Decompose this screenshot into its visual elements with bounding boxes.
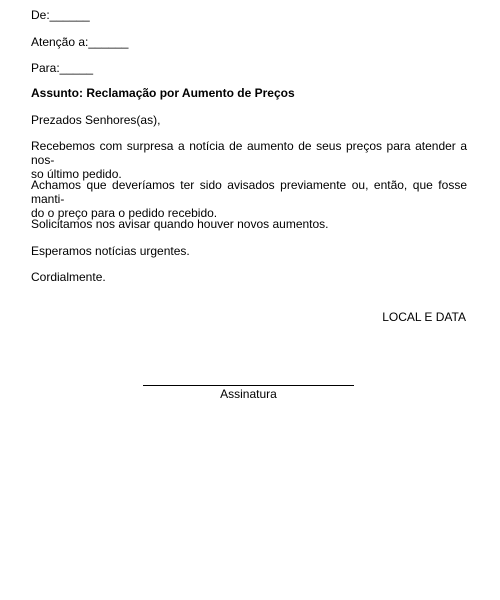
paragraph-line: do o preço para o pedido recebido. [31, 206, 218, 220]
paragraph-line: so último pedido. [31, 167, 122, 181]
from-field: De:______ [31, 8, 90, 22]
salutation: Prezados Senhores(as), [31, 113, 161, 127]
signature-label: Assinatura [220, 387, 277, 401]
to-field: Para:_____ [31, 61, 94, 75]
attention-field: Atenção a:______ [31, 35, 129, 49]
closing: Cordialmente. [31, 270, 106, 284]
paragraph-line: Esperamos notícias urgentes. [31, 244, 190, 258]
paragraph-3 [31, 217, 467, 231]
paragraph-1 [31, 139, 467, 181]
paragraph-line: Solicitamos nos avisar quando houver novos aumentos. [31, 217, 329, 231]
paragraph-4 [31, 244, 467, 258]
place-and-date: LOCAL E DATA [382, 310, 466, 324]
paragraph-2 [31, 178, 467, 220]
signature-line [143, 385, 354, 386]
paragraph-line: Recebemos com surpresa a notícia de aumento de seus preços para atender a nos- [31, 139, 467, 167]
subject-line: Assunto: Reclamação por Aumento de Preços [31, 86, 295, 100]
paragraph-line: Achamos que deveríamos ter sido avisados previamente ou, então, que fosse manti- [31, 178, 467, 206]
